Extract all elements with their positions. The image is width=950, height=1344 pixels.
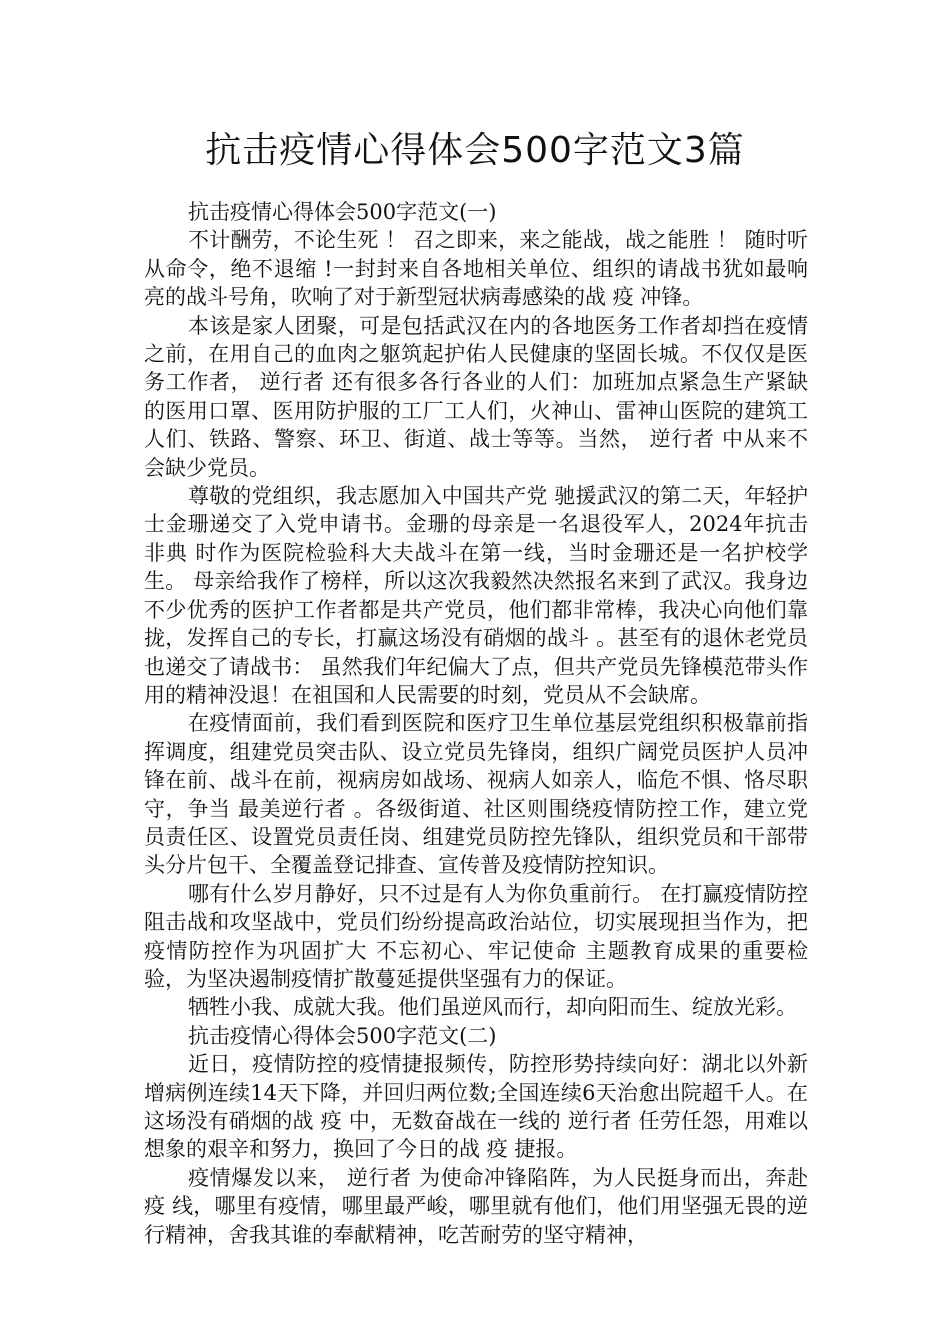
paragraph: 本该是家人团聚，可是包括武汉在内的各地医务工作者却挡在疫情之前，在用自己的血肉之躯筑起护佑人民健康的坚固长城。不仅仅是医务工作者， 逆行者 还有很多各行各业的人们：加班加点紧急生产紧缺的医用口罩、医用防护服的工厂工人们，火神山、雷神山医院的建筑工人们、铁路、警察、环卫、街道、战士等等。当然， 逆行者 中从来不会缺少党员。 — [144, 313, 808, 480]
paragraph: 近日，疫情防控的疫情捷报频传，防控形势持续向好：湖北以外新增病例连续14天下降，并回归两位数;全国连续6天治愈出院超千人。在这场没有硝烟的战 疫 中，无数奋战在一线的 逆行者 任劳任怨，用难以想象的艰辛和努力，换回了今日的战 疫 捷报。 — [144, 1052, 808, 1162]
paragraph: 疫情爆发以来， 逆行者 为使命冲锋陷阵，为人民挺身而出，奔赴 疫 线，哪里有疫情，哪里最严峻，哪里就有他们，他们用坚强无畏的逆行精神，舍我其谁的奉献精神，吃苦耐劳的坚守精神， — [144, 1165, 808, 1247]
paragraph: 尊敬的党组织，我志愿加入中国共产党 驰援武汉的第二天，年轻护士金珊递交了入党申请书。金珊的母亲是一名退役军人，2024年抗击 非典 时作为医院检验科大夫战斗在第一线，当时金珊还是一名护校学生。 母亲给我作了榜样，所以这次我毅然决然报名来到了武汉。我身边不少优秀的医护工作者都是共产党员，他们都非常棒，我决心向他们靠拢，发挥自己的专长，打赢这场没有硝烟的战斗 。甚至有的退休老党员也递交了请战书： 虽然我们年纪偏大了点，但共产党员先锋模范带头作用的精神没退！在祖国和人民需要的时刻，党员从不会缺席。 — [144, 484, 808, 707]
document-title: 抗击疫情心得体会500字范文3篇 — [205, 130, 745, 171]
paragraph: 不计酬劳，不论生死 ！ 召之即来，来之能战，战之能胜 ！ 随时听从命令，绝不退缩 !一封封来自各地相关单位、组织的请战书犹如最响亮的战斗号角，吹响了对于新型冠状病毒感染的战 疫 冲锋。 — [144, 228, 808, 310]
paragraph: 牺牲小我、成就大我。他们虽逆风而行，却向阳而生、绽放光彩。 — [188, 995, 797, 1020]
paragraph: 哪有什么岁月静好，只不过是有人为你负重前行。 在打赢疫情防控阻击战和攻坚战中，党员们纷纷提高政治站位，切实展现担当作为，把疫情防控作为巩固扩大 不忘初心、牢记使命 主题教育成果的重要检验，为坚决遏制疫情扩散蔓延提供坚强有力的保证。 — [144, 881, 808, 991]
paragraph: 在疫情面前，我们看到医院和医疗卫生单位基层党组织积极靠前指挥调度，组建党员突击队、设立党员先锋岗，组织广阔党员医护人员冲锋在前、战斗在前，视病房如战场、视病人如亲人，临危不惧、恪尽职守，争当 最美逆行者 。各级街道、社区则围绕疫情防控工作，建立党员责任区、设置党员责任岗、组建党员防控先锋队，组织党员和干部带头分片包干、全覆盖登记排查、宣传普及疫情防控知识。 — [144, 711, 808, 878]
document-body — [144, 198, 808, 1249]
section-heading-1: 抗击疫情心得体会500字范文(一) — [188, 200, 497, 224]
section-heading-2: 抗击疫情心得体会500字范文(二) — [188, 1023, 497, 1048]
